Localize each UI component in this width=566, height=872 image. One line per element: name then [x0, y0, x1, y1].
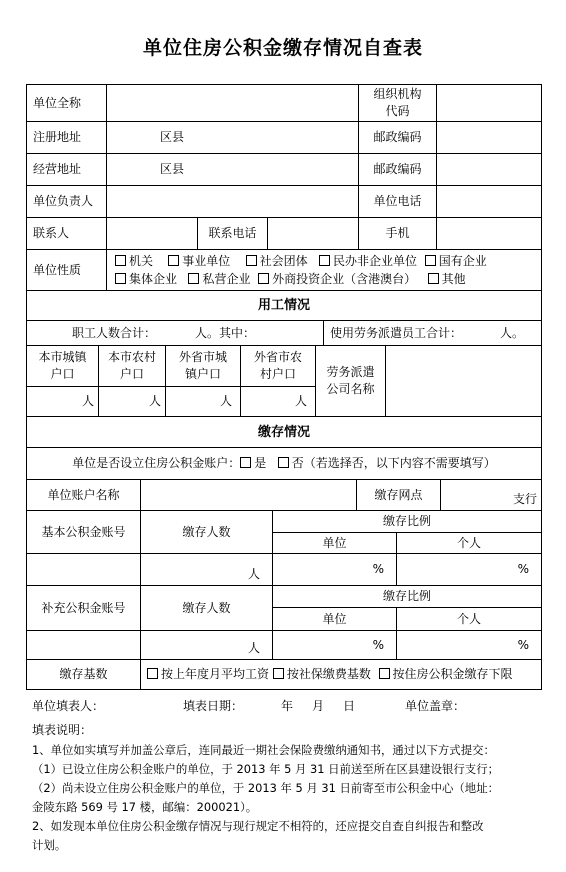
year-label: 年 [281, 699, 294, 713]
basic-individual-ratio-field[interactable] [396, 553, 542, 586]
person-unit: 人 [148, 394, 161, 408]
biz-addr-label: 经营地址 [26, 153, 107, 186]
postcode-label: 邮政编码 [358, 153, 437, 186]
branch-label: 缴存网点 [356, 479, 441, 511]
checkbox-icon[interactable] [379, 668, 390, 679]
basic-account-field[interactable] [26, 553, 141, 586]
phone-field[interactable] [436, 185, 542, 218]
contact-field[interactable] [106, 217, 198, 250]
option-label: 按社保缴费基数 [286, 667, 371, 681]
page-title: 单位住房公积金缴存情况自查表 [142, 37, 423, 59]
note-2b: 计划。 [32, 838, 67, 852]
dispatch-unit: 人。 [500, 326, 525, 340]
col-other-rural: 外省市农村户口 [240, 345, 316, 387]
biz-addr-field[interactable] [106, 153, 359, 186]
supp-account-field[interactable] [26, 630, 141, 660]
seal-label: 单位盖章： [405, 699, 466, 713]
option-label: 私营企业 [202, 272, 251, 286]
unit-type-row2 [115, 270, 466, 288]
rural-count-field[interactable] [98, 386, 166, 417]
branch-suffix: 支行 [512, 492, 537, 506]
dispatch-company-label: 劳务派遣公司名称 [315, 345, 386, 417]
dispatch-label: 使用劳务派遣员工合计： [330, 326, 463, 340]
person-unit: 人 [219, 394, 232, 408]
checkbox-icon[interactable] [273, 668, 284, 679]
checkbox-icon[interactable] [147, 668, 158, 679]
deposit-heading: 缴存情况 [26, 416, 542, 448]
option-label: 国有企业 [438, 254, 487, 268]
person-unit: 人 [247, 567, 260, 581]
checkbox-icon[interactable] [319, 255, 330, 266]
basic-count-field[interactable] [140, 553, 273, 586]
person-unit: 人 [81, 394, 94, 408]
percent-unit: % [517, 637, 529, 652]
checkbox[interactable] [258, 272, 416, 286]
postcode-label: 邮政编码 [358, 121, 437, 154]
total-count-field[interactable] [165, 321, 193, 345]
count-label: 缴存人数 [140, 585, 273, 631]
option-label: 否（若选择否，以下内容不需要填写） [291, 456, 496, 470]
option-label: 按住房公积金缴存下限 [392, 667, 513, 681]
checkbox-icon[interactable] [115, 255, 126, 266]
no-checkbox[interactable] [278, 455, 496, 472]
option-label: 集体企业 [129, 272, 178, 286]
checkbox-icon[interactable] [428, 273, 439, 284]
divider [323, 320, 324, 346]
col-other-urban: 外省市城镇户口 [165, 345, 241, 387]
individual-ratio-label: 个人 [396, 532, 542, 554]
account-name-label: 单位账户名称 [26, 479, 141, 511]
month-label: 月 [312, 699, 325, 713]
county-label: 区县 [160, 130, 185, 144]
unit-name-field[interactable] [106, 84, 359, 122]
postcode-field[interactable] [436, 153, 542, 186]
total-label: 职工人数合计： [72, 326, 157, 340]
dispatch-company-field[interactable] [385, 345, 542, 417]
postcode-field[interactable] [436, 121, 542, 154]
checkbox[interactable] [115, 254, 153, 268]
branch-field[interactable] [440, 479, 542, 511]
checkbox-icon[interactable] [115, 273, 126, 284]
option-label: 机关 [129, 254, 154, 268]
employment-heading: 用工情况 [26, 290, 542, 321]
individual-ratio-label: 个人 [396, 607, 542, 631]
total-unit: 人。其中： [195, 326, 256, 340]
date-label: 填表日期： [183, 699, 244, 713]
option-label: 民办非企业单位 [333, 254, 418, 268]
supp-account-label: 补充公积金账号 [26, 585, 141, 631]
option-label: 事业单位 [182, 254, 231, 268]
base-label: 缴存基数 [26, 659, 141, 690]
checkbox[interactable] [428, 272, 466, 286]
option-label: 其他 [441, 272, 466, 286]
checkbox-icon[interactable] [246, 255, 257, 266]
note-1b: （2）尚未设立住房公积金账户的单位，于 2013 年 5 月 31 日前寄至市公积金中心（地址： [32, 781, 499, 795]
day-label: 日 [343, 699, 356, 713]
person-unit: 人 [294, 394, 307, 408]
base-option-checkbox[interactable] [379, 666, 513, 683]
col-urban: 本市城镇户口 [26, 345, 99, 387]
col-rural: 本市农村户口 [98, 345, 166, 387]
contact-label: 联系人 [26, 217, 107, 250]
urban-count-field[interactable] [26, 386, 99, 417]
ratio-label: 缴存比例 [272, 585, 542, 608]
checkbox[interactable] [115, 272, 177, 286]
org-code-label: 组织机构代码 [358, 84, 437, 122]
percent-unit: % [517, 562, 529, 576]
checkbox-icon[interactable] [188, 273, 199, 284]
checkbox[interactable] [188, 272, 250, 286]
checkbox-icon[interactable] [258, 273, 269, 284]
mobile-field[interactable] [436, 217, 542, 250]
contact-phone-field[interactable] [267, 217, 359, 250]
checkbox-icon[interactable] [425, 255, 436, 266]
mobile-label: 手机 [358, 217, 437, 250]
other-rural-count-field[interactable] [240, 386, 316, 417]
yes-checkbox[interactable] [240, 455, 266, 472]
unit-name-label: 单位全称 [26, 84, 107, 122]
base-option-checkbox[interactable] [147, 666, 269, 683]
base-options [140, 659, 542, 690]
leader-field[interactable] [106, 185, 359, 218]
checkbox[interactable] [319, 254, 417, 268]
county-label: 区县 [160, 162, 185, 176]
account-question: 单位是否设立住房公积金账户： [72, 456, 241, 470]
phone-label: 单位电话 [358, 185, 437, 218]
checkbox[interactable] [168, 254, 230, 268]
percent-unit: % [372, 637, 384, 652]
note-1c: 金陵东路 569 号 17 楼，邮编：200021）。 [32, 800, 258, 814]
note-1: 1、单位如实填写并加盖公章后，连同最近一期社会保险费缴纳通知书，通过以下方式提交： [32, 743, 495, 757]
checkbox[interactable] [425, 254, 487, 268]
percent-unit: % [372, 562, 384, 576]
filler-label: 单位填表人： [32, 699, 105, 713]
note-2: 2、如发现本单位住房公积金缴存情况与现行规定不相符的，还应提交自查自纠报告和整改 [32, 819, 484, 833]
checkbox-icon[interactable] [278, 457, 289, 468]
account-name-field[interactable] [140, 479, 357, 511]
supp-individual-ratio-field[interactable] [396, 630, 542, 660]
option-label: 按上年度月平均工资 [161, 667, 270, 681]
leader-label: 单位负责人 [26, 185, 107, 218]
org-code-field[interactable] [436, 84, 542, 122]
contact-phone-label: 联系电话 [197, 217, 268, 250]
account-question-row [26, 447, 542, 480]
base-option-checkbox[interactable] [273, 666, 371, 683]
reg-addr-label: 注册地址 [26, 121, 107, 154]
other-urban-count-field[interactable] [165, 386, 241, 417]
note-1a: （1）已设立住房公积金账户的单位，于 2013 年 5 月 31 日前送至所在区县建设银行支行； [32, 762, 499, 776]
reg-addr-field[interactable] [106, 121, 359, 154]
checkbox-icon[interactable] [168, 255, 179, 266]
unit-type-row1 [115, 252, 487, 270]
basic-unit-ratio-field[interactable] [272, 553, 397, 586]
unit-ratio-label: 单位 [272, 532, 397, 554]
person-unit: 人 [247, 641, 260, 655]
option-label: 外商投资企业（含港澳台） [272, 272, 417, 286]
option-label: 是 [254, 456, 267, 470]
option-label: 社会团体 [259, 254, 308, 268]
basic-account-label: 基本公积金账号 [26, 510, 141, 554]
supp-count-field[interactable] [140, 630, 273, 660]
checkbox-icon[interactable] [240, 457, 251, 468]
unit-ratio-label: 单位 [272, 607, 397, 631]
dispatch-count-field[interactable] [470, 321, 498, 345]
notes-title: 填表说明： [32, 723, 93, 737]
supp-unit-ratio-field[interactable] [272, 630, 397, 660]
checkbox[interactable] [246, 254, 308, 268]
count-label: 缴存人数 [140, 510, 273, 554]
unit-type-label: 单位性质 [26, 249, 107, 291]
ratio-label: 缴存比例 [272, 510, 542, 533]
